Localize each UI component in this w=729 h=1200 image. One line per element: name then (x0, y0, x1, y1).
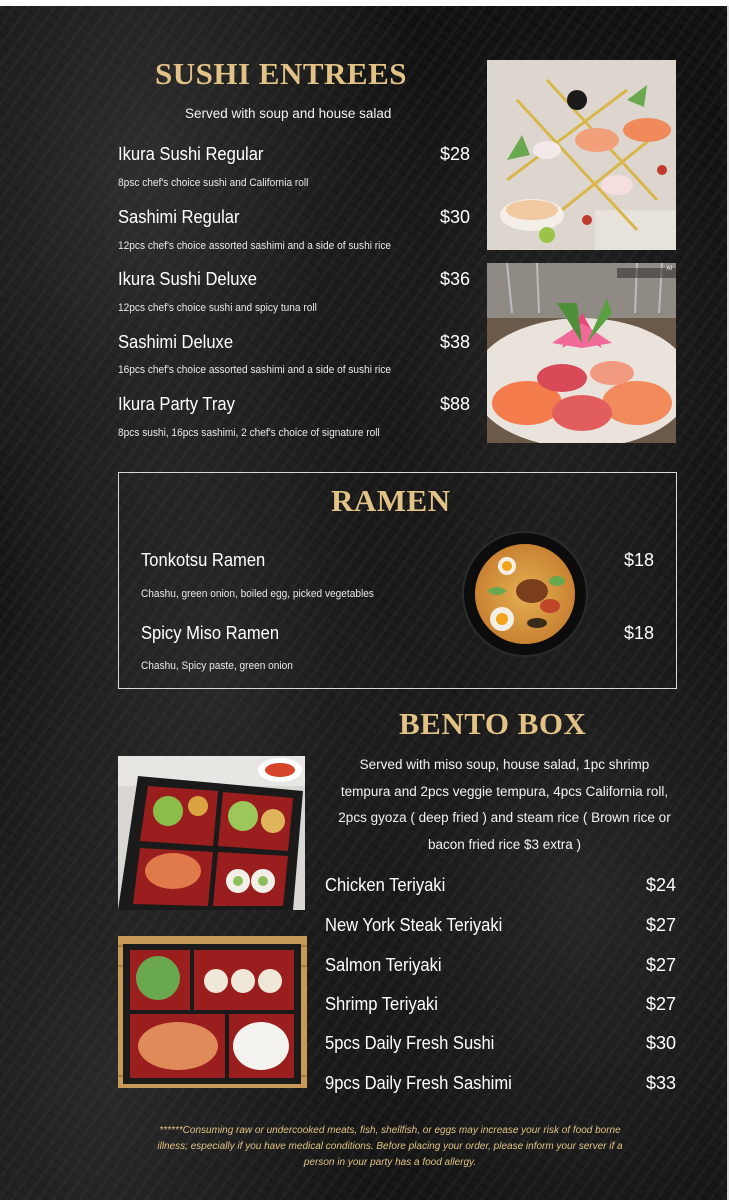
menu-item-description: 12pcs chef's choice assorted sashimi and a side of sushi rice (118, 240, 392, 252)
disclaimer-line: illness; especially if you have medical conditions. Before placing your order, please inform your server if a (157, 1141, 623, 1152)
menu-page (0, 6, 729, 1200)
menu-item-name: Spicy Miso Ramen (141, 623, 280, 643)
menu-item-name: Ikura Sushi Regular (118, 144, 264, 164)
ramen-bowl-photo (462, 531, 588, 657)
menu-item-name: 9pcs Daily Fresh Sashimi (325, 1073, 512, 1093)
menu-item-description: 8pcs sushi, 16pcs sashimi, 2 chef's choice of signature roll (118, 427, 380, 439)
menu-item-description: Chashu, Spicy paste, green onion (141, 660, 293, 672)
bento-section-subtitle (322, 752, 687, 858)
menu-item-price: $88 (439, 394, 470, 414)
menu-item-price: $33 (645, 1073, 676, 1093)
menu-item-name: Sashimi Deluxe (118, 332, 234, 352)
ramen-section-title: RAMEN (331, 483, 451, 518)
photo-watermark: AI (666, 266, 672, 272)
menu-item-price: $18 (623, 550, 654, 570)
bento-box-photo-1 (118, 756, 305, 910)
disclaimer-line: ******Consuming raw or undercooked meats, fish, shellfish, or eggs may increase your risk of food borne (159, 1125, 621, 1136)
allergy-disclaimer (100, 1123, 680, 1171)
menu-item-description: 12pcs chef's choice sushi and spicy tuna roll (118, 302, 317, 314)
disclaimer-line: person in your party has a food allergy. (303, 1157, 477, 1168)
menu-item-name: Shrimp Teriyaki (325, 994, 438, 1014)
bento-subtitle-line: bacon fried rice $3 extra ) (427, 836, 582, 852)
bento-subtitle-line: tempura and 2pcs veggie tempura, 4pcs California roll, (340, 783, 669, 799)
menu-item-name: Tonkotsu Ramen (141, 550, 266, 570)
menu-item-price: $24 (645, 875, 676, 895)
menu-item-price: $28 (439, 144, 470, 164)
menu-item-price: $36 (439, 269, 470, 289)
menu-item-name: 5pcs Daily Fresh Sushi (325, 1033, 495, 1053)
bento-subtitle-line: Served with miso soup, house salad, 1pc shrimp (359, 757, 650, 772)
menu-item-name: Sashimi Regular (118, 207, 240, 227)
bento-box-photo-2 (118, 936, 307, 1088)
menu-item-description: Chashu, green onion, boiled egg, picked vegetables (141, 588, 374, 600)
menu-item-price: $30 (645, 1033, 676, 1053)
menu-item-price: $27 (645, 994, 676, 1014)
sashimi-platter-photo (487, 263, 676, 443)
menu-item-name: Ikura Party Tray (118, 394, 235, 414)
sushi-section-subtitle: Served with soup and house salad (185, 106, 392, 121)
menu-item-price: $30 (439, 207, 470, 227)
menu-item-name: Chicken Teriyaki (325, 875, 446, 895)
menu-item-name: Salmon Teriyaki (325, 955, 442, 975)
bento-section-title: BENTO BOX (399, 706, 587, 741)
sushi-section-title: SUSHI ENTREES (155, 56, 408, 91)
ramen-section-box (118, 472, 677, 689)
menu-item-name: New York Steak Teriyaki (325, 915, 503, 935)
menu-item-price: $18 (623, 623, 654, 643)
menu-item-price: $27 (645, 915, 676, 935)
menu-item-name: Ikura Sushi Deluxe (118, 269, 257, 289)
bento-subtitle-line: 2pcs gyoza ( deep fried ) and steam rice ( Brown rice or (338, 810, 671, 825)
menu-item-price: $27 (645, 955, 676, 975)
sushi-plate-photo (487, 60, 676, 250)
menu-item-price: $38 (439, 332, 470, 352)
menu-item-description: 8psc chef's choice sushi and California roll (118, 177, 309, 189)
menu-item-description: 16pcs chef's choice assorted sashimi and a side of sushi rice (118, 364, 392, 376)
